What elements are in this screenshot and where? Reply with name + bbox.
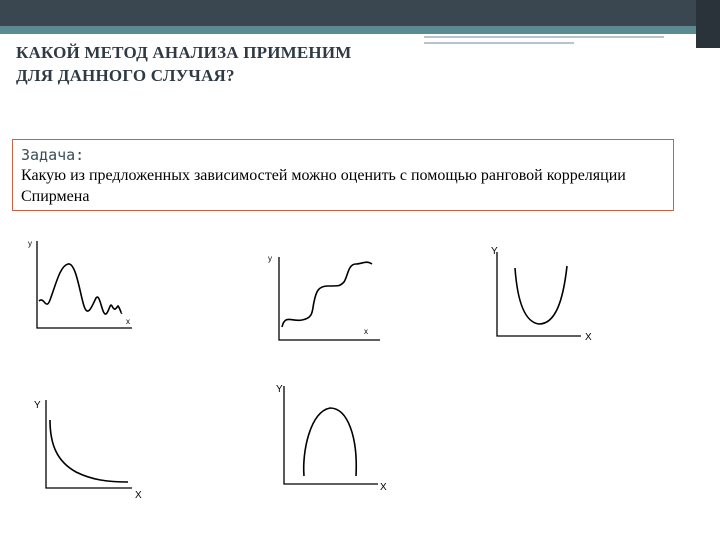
graph-4-curve: [50, 420, 128, 482]
graph-3-x-label: X: [585, 332, 592, 343]
graph-2-curve: [282, 262, 372, 327]
divider-line: [424, 36, 664, 38]
task-box: [12, 139, 674, 211]
graph-1-curve: [39, 264, 122, 314]
graph-5-y-label: Y: [276, 384, 283, 395]
graph-5: [272, 382, 402, 492]
graph-4-axes: [46, 400, 132, 488]
task-text: Какую из предложенных зависимостей можно оценить с помощью ранговой корреляции Спирмена: [21, 167, 626, 205]
slide-title: [16, 41, 446, 87]
graph-1: [20, 236, 150, 336]
accent-stripe: [0, 26, 720, 34]
graph-3-y-label: Y: [491, 246, 498, 257]
graph-4-x-label: X: [135, 490, 142, 501]
graph-5-axes: [284, 386, 378, 484]
slide-title-line-2: ДЛЯ ДАННОГО СЛУЧАЯ?: [16, 66, 235, 85]
graph-3: [485, 244, 605, 344]
graph-4: [32, 396, 162, 506]
top-bar: [0, 0, 720, 26]
graph-1-x-label: x: [126, 317, 130, 326]
graph-5-curve: [304, 408, 357, 476]
graph-5-x-label: X: [380, 482, 387, 493]
graph-1-y-label: y: [28, 239, 32, 248]
slide-title-line-1: КАКОЙ МЕТОД АНАЛИЗА ПРИМЕНИМ: [16, 43, 352, 62]
task-label: Задача:: [21, 146, 85, 164]
divider-line-short: [424, 42, 574, 44]
graph-4-y-label: Y: [34, 400, 41, 411]
graph-3-curve: [515, 266, 567, 324]
graph-1-axes: [37, 241, 132, 328]
graph-2-y-label: y: [268, 254, 272, 263]
corner-accent: [696, 0, 720, 48]
graph-2-x-label: x: [364, 327, 368, 336]
graph-2: [262, 252, 387, 352]
